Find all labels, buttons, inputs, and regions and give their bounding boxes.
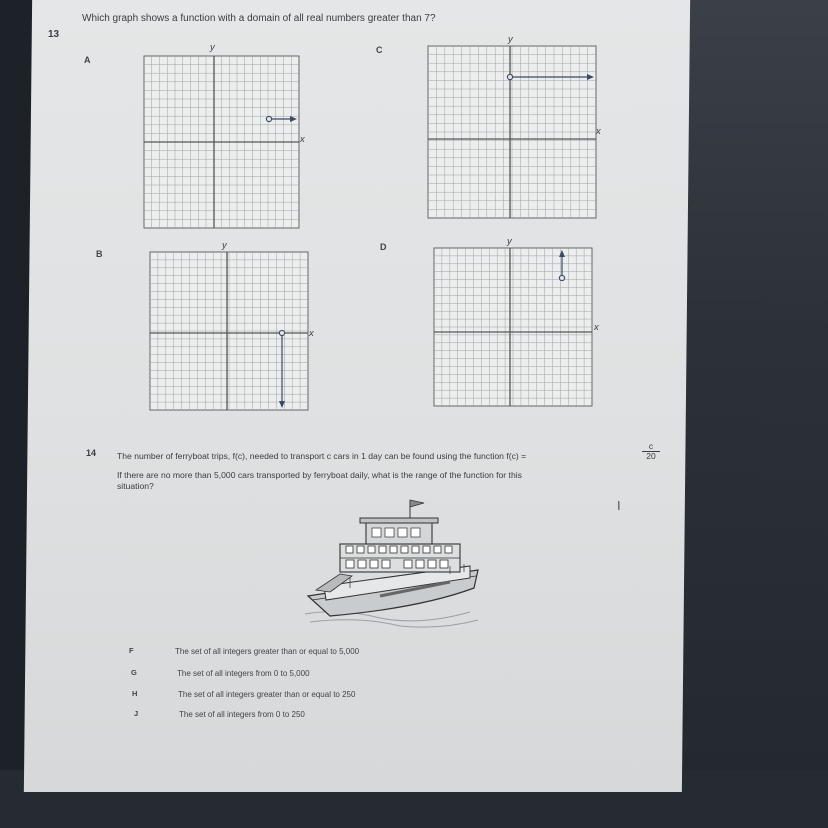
option-c-letter: C [376, 45, 383, 55]
choice-j-letter: J [134, 709, 139, 718]
graph-a-x-label: x [300, 134, 305, 145]
fraction-numerator: c [648, 441, 654, 451]
question-14-line1: The number of ferryboat trips, f(c), needed to transport c cars in 1 day can be found using the function f(c) = [117, 451, 527, 461]
choice-f-text[interactable]: The set of all integers greater than or equal to 5,000 [175, 647, 360, 656]
choice-h-text[interactable]: The set of all integers greater than or equal to 250 [178, 690, 356, 699]
graph-c[interactable] [424, 34, 601, 224]
option-d-letter: D [380, 242, 387, 252]
choice-f-letter: F [129, 646, 134, 655]
graph-c-x-label: x [596, 126, 601, 137]
question-14-line3: situation? [117, 481, 154, 491]
option-a-letter: A [84, 55, 91, 65]
choice-g-letter: G [131, 668, 137, 677]
graph-d[interactable] [430, 236, 599, 410]
graph-c-y-label: y [508, 34, 513, 45]
graph-d-y-label: y [507, 236, 512, 247]
choice-j-text[interactable]: The set of all integers from 0 to 250 [179, 710, 305, 719]
fraction-c-over-20 [642, 442, 660, 461]
graph-b-y-label: y [222, 240, 227, 251]
graph-d-x-label: x [594, 322, 599, 333]
question-14-line2: If there are no more than 5,000 cars transported by ferryboat daily, what is the range of the function for this [117, 470, 522, 480]
graph-a-y-label: y [210, 42, 215, 53]
choice-h-letter: H [132, 689, 138, 698]
option-b-letter: B [96, 249, 103, 259]
question-14-number: 14 [86, 448, 97, 458]
graph-b-x-label: x [309, 328, 314, 339]
text-cursor-icon: I [617, 498, 621, 513]
graph-a[interactable] [134, 42, 305, 232]
fraction-denominator: 20 [642, 451, 660, 461]
question-13-text: Which graph shows a function with a domain of all real numbers greater than 7? [82, 13, 436, 24]
question-13-number: 13 [48, 29, 60, 40]
graph-b[interactable] [146, 240, 314, 414]
ferryboat-illustration [300, 496, 490, 637]
choice-g-text[interactable]: The set of all integers from 0 to 5,000 [177, 669, 310, 678]
